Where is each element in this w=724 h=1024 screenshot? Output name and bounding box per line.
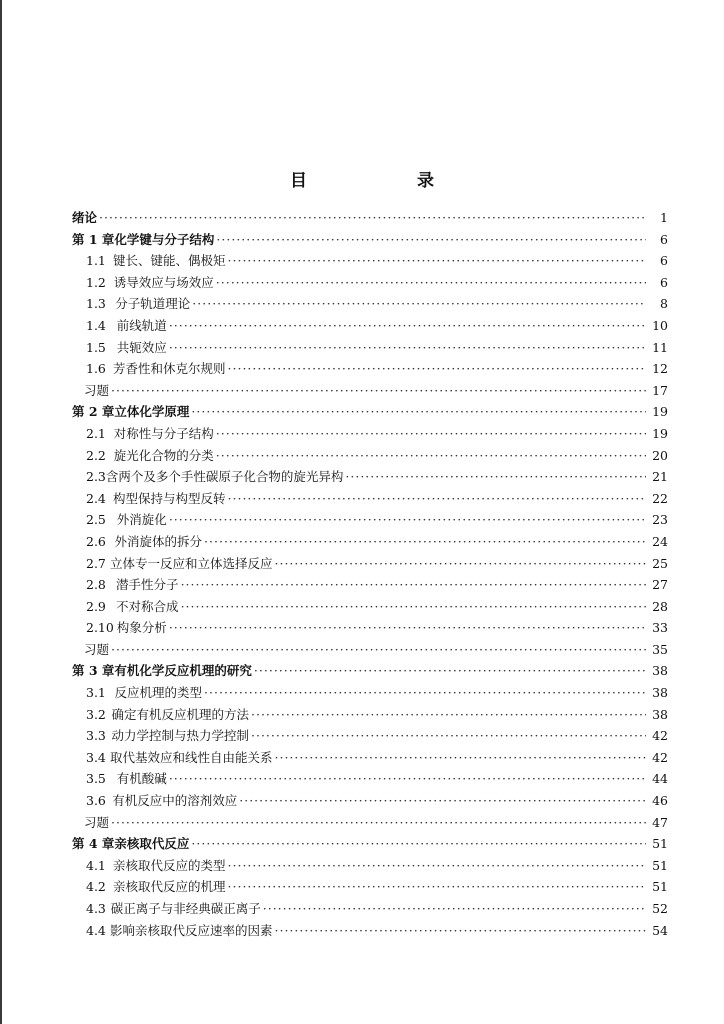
toc-leader-dots xyxy=(275,923,647,938)
toc-leader-dots xyxy=(204,534,646,549)
toc-leader-dots xyxy=(239,793,646,808)
toc-entry-label: 含两个及多个手性碳原子化合物的旋光异构 xyxy=(105,469,344,485)
toc-leader-dots xyxy=(181,577,646,592)
toc-entry-number: 2.9 xyxy=(86,598,106,614)
toc-section-row xyxy=(72,618,668,640)
toc-entry-number: 2.3 xyxy=(86,469,106,485)
toc-entry-label: 亲核取代反应 xyxy=(114,836,190,852)
toc-entry-label: 碳正离子与非经典碳正离子 xyxy=(110,901,261,916)
toc-chapter-row xyxy=(72,661,668,683)
toc-leader-dots xyxy=(275,556,647,571)
toc-leader-dots xyxy=(99,210,646,225)
toc-entry-number: 3.1 xyxy=(86,685,106,701)
toc-page-number: 44 xyxy=(652,771,668,787)
toc-section-row xyxy=(72,877,668,899)
toc-entry-label: 对称性与分子结构 xyxy=(113,425,214,441)
toc-entry-number: 3.2 xyxy=(86,706,106,722)
toc-page-number: 52 xyxy=(652,901,668,916)
toc-section-row xyxy=(72,769,668,791)
toc-section-row xyxy=(72,705,668,727)
toc-page-number: 38 xyxy=(652,685,668,701)
toc-leader-dots xyxy=(191,404,646,419)
toc-entry-label: 确定有机反应机理的方法 xyxy=(111,706,250,722)
toc-entry-label: 亲核取代反应的机理 xyxy=(113,879,226,895)
toc-leader-dots xyxy=(111,383,646,398)
toc-entry-label: 外消旋化 xyxy=(116,512,167,528)
toc-section-row xyxy=(72,748,668,770)
toc-entry-number: 4.1 xyxy=(86,857,106,873)
toc-section-row xyxy=(72,856,668,878)
toc-section-row xyxy=(72,899,668,921)
toc-entry-label: 影响亲核取代反应速率的因素 xyxy=(109,922,273,938)
toc-page-number: 22 xyxy=(652,490,668,506)
toc-entry-label: 不对称合成 xyxy=(116,598,179,614)
toc-section-row xyxy=(72,338,668,360)
toc-leader-dots xyxy=(228,361,646,376)
toc-leader-dots xyxy=(169,620,646,635)
toc-leader-dots xyxy=(254,663,646,678)
toc-page-number: 6 xyxy=(660,253,668,269)
toc-page-number: 25 xyxy=(652,555,668,571)
toc-entry-label: 构型保持与构型反转 xyxy=(113,490,226,506)
toc-entry-label: 习题 xyxy=(84,641,110,657)
toc-entry-number: 3.3 xyxy=(86,728,106,744)
toc-chapter-row xyxy=(72,230,668,252)
toc-page-number: 38 xyxy=(652,706,668,722)
toc-page-number: 19 xyxy=(652,404,668,420)
toc-entry-number: 2.8 xyxy=(86,577,106,593)
toc-entry-label: 立体化学原理 xyxy=(114,404,190,420)
toc-entry-label: 有机化学反应机理的研究 xyxy=(114,663,252,679)
toc-page-number: 38 xyxy=(652,663,668,679)
toc-entry-label: 习题 xyxy=(84,382,110,398)
page-title: 目 录 xyxy=(290,171,486,191)
toc-leader-dots xyxy=(204,685,646,700)
toc-entry-number: 2.2 xyxy=(86,447,106,463)
toc-section-row xyxy=(72,791,668,813)
toc-leader-dots xyxy=(169,512,646,527)
toc-leader-dots xyxy=(181,599,646,614)
toc-entry-label: 构象分析 xyxy=(116,620,167,636)
toc-entry-label: 键长、键能、偶极矩 xyxy=(113,253,226,269)
toc-entry-label: 前线轨道 xyxy=(116,317,167,333)
toc-entry-label: 绪论 xyxy=(72,210,98,225)
toc-page-number: 1 xyxy=(660,210,668,225)
toc-entry-number: 1.3 xyxy=(86,296,106,312)
toc-page-number: 12 xyxy=(652,361,668,377)
toc-page-number: 46 xyxy=(652,793,668,809)
toc-entry-number: 3.6 xyxy=(86,793,106,809)
toc-leader-dots xyxy=(251,707,646,722)
toc-page-number: 17 xyxy=(652,382,668,398)
toc-entry-number: 第 1 章 xyxy=(72,231,115,247)
toc-page-number: 6 xyxy=(660,274,668,290)
toc-entry-label: 有机反应中的溶剂效应 xyxy=(112,793,238,809)
toc-chapter-row xyxy=(72,208,668,230)
toc-page-number: 28 xyxy=(652,598,668,614)
toc-leader-dots xyxy=(228,253,646,268)
toc-entry-label: 习题 xyxy=(84,814,110,830)
toc-section-row xyxy=(72,921,668,943)
toc-entry-label: 立体专一反应和立体选择反应 xyxy=(109,555,273,571)
toc-entry-number: 第 3 章 xyxy=(72,663,115,679)
toc-leader-dots xyxy=(191,836,646,851)
toc-entry-label: 共轭效应 xyxy=(116,339,167,355)
toc-entry-label: 反应机理的类型 xyxy=(114,685,203,701)
toc-entry-number: 2.7 xyxy=(86,555,106,571)
toc-entry-number: 1.6 xyxy=(86,361,106,377)
toc-page-number: 42 xyxy=(652,728,668,744)
toc-page-number: 11 xyxy=(652,339,668,355)
toc-leader-dots xyxy=(169,318,646,333)
toc-page-number: 42 xyxy=(652,749,668,765)
toc-page-number: 19 xyxy=(652,425,668,441)
toc-page-number: 6 xyxy=(660,231,668,247)
toc-leader-dots xyxy=(216,232,646,247)
toc-section-row xyxy=(72,489,668,511)
toc-leader-dots xyxy=(275,750,647,765)
toc-page-number: 23 xyxy=(652,512,668,528)
toc-section-row xyxy=(72,424,668,446)
toc-leader-dots xyxy=(263,901,646,916)
toc-entry-label: 旋光化合物的分类 xyxy=(113,447,214,463)
toc-leader-dots xyxy=(216,426,646,441)
toc-entry-label: 分子轨道理论 xyxy=(115,296,191,312)
toc-leader-dots xyxy=(216,448,646,463)
toc-section-row xyxy=(72,683,668,705)
toc-page-number: 47 xyxy=(652,814,668,830)
toc-leader-dots xyxy=(251,728,646,743)
toc-exercise-row xyxy=(72,813,668,835)
toc-entry-number: 2.4 xyxy=(86,490,106,506)
toc-entry-number: 4.4 xyxy=(86,922,106,938)
toc-leader-dots xyxy=(228,491,646,506)
toc-entry-label: 亲核取代反应的类型 xyxy=(113,857,226,873)
toc-entry-label: 芳香性和休克尔规则 xyxy=(113,361,226,377)
toc-exercise-row xyxy=(72,640,668,662)
page-left-edge xyxy=(0,0,2,1024)
toc-entry-number: 1.2 xyxy=(86,274,106,290)
table-of-contents xyxy=(72,208,668,942)
toc-entry-label: 外消旋体的拆分 xyxy=(114,533,203,549)
toc-section-row xyxy=(72,532,668,554)
toc-chapter-row xyxy=(72,834,668,856)
toc-entry-number: 1.5 xyxy=(86,339,106,355)
toc-entry-number: 4.2 xyxy=(86,879,106,895)
toc-leader-dots xyxy=(345,469,646,484)
toc-section-row xyxy=(72,294,668,316)
toc-entry-number: 1.1 xyxy=(86,253,106,269)
toc-page-number: 33 xyxy=(652,620,668,636)
toc-entry-number: 2.10 xyxy=(86,620,114,636)
toc-chapter-row xyxy=(72,402,668,424)
toc-entry-number: 2.1 xyxy=(86,425,106,441)
toc-leader-dots xyxy=(228,858,646,873)
toc-entry-number: 第 4 章 xyxy=(72,836,115,852)
toc-section-row xyxy=(72,575,668,597)
toc-entry-number: 4.3 xyxy=(86,901,106,916)
toc-entry-number: 2.5 xyxy=(86,512,106,528)
toc-page-number: 10 xyxy=(652,317,668,333)
toc-leader-dots xyxy=(169,771,646,786)
toc-section-row xyxy=(72,510,668,532)
toc-page-number: 21 xyxy=(652,469,668,485)
toc-leader-dots xyxy=(216,275,646,290)
toc-entry-label: 潜手性分子 xyxy=(116,577,179,593)
toc-section-row xyxy=(72,446,668,468)
toc-page-number: 51 xyxy=(652,879,668,895)
toc-section-row xyxy=(72,316,668,338)
toc-page-number: 20 xyxy=(652,447,668,463)
toc-page-number: 51 xyxy=(652,857,668,873)
toc-entry-number: 1.4 xyxy=(86,317,106,333)
toc-entry-label: 取代基效应和线性自由能关系 xyxy=(109,749,273,765)
toc-exercise-row xyxy=(72,381,668,403)
toc-section-row xyxy=(72,726,668,748)
toc-section-row xyxy=(72,273,668,295)
toc-page-number: 54 xyxy=(652,922,668,938)
toc-page-number: 24 xyxy=(652,533,668,549)
toc-entry-number: 3.5 xyxy=(86,771,106,787)
toc-entry-label: 诱导效应与场效应 xyxy=(113,274,214,290)
toc-section-row xyxy=(72,467,668,489)
toc-leader-dots xyxy=(192,296,646,311)
toc-page-number: 8 xyxy=(660,296,668,312)
toc-entry-label: 动力学控制与热力学控制 xyxy=(111,728,250,744)
toc-entry-number: 3.4 xyxy=(86,749,106,765)
toc-entry-number: 第 2 章 xyxy=(72,404,115,420)
toc-page-number: 35 xyxy=(652,641,668,657)
toc-section-row xyxy=(72,251,668,273)
toc-page-number: 51 xyxy=(652,836,668,852)
toc-section-row xyxy=(72,554,668,576)
toc-page-number: 27 xyxy=(652,577,668,593)
toc-leader-dots xyxy=(111,642,646,657)
toc-section-row xyxy=(72,359,668,381)
toc-section-row xyxy=(72,597,668,619)
toc-entry-number: 2.6 xyxy=(86,533,106,549)
toc-entry-label: 有机酸碱 xyxy=(116,771,167,787)
toc-leader-dots xyxy=(228,879,646,894)
toc-leader-dots xyxy=(111,815,646,830)
toc-entry-label: 化学键与分子结构 xyxy=(114,231,215,247)
toc-leader-dots xyxy=(169,340,646,355)
